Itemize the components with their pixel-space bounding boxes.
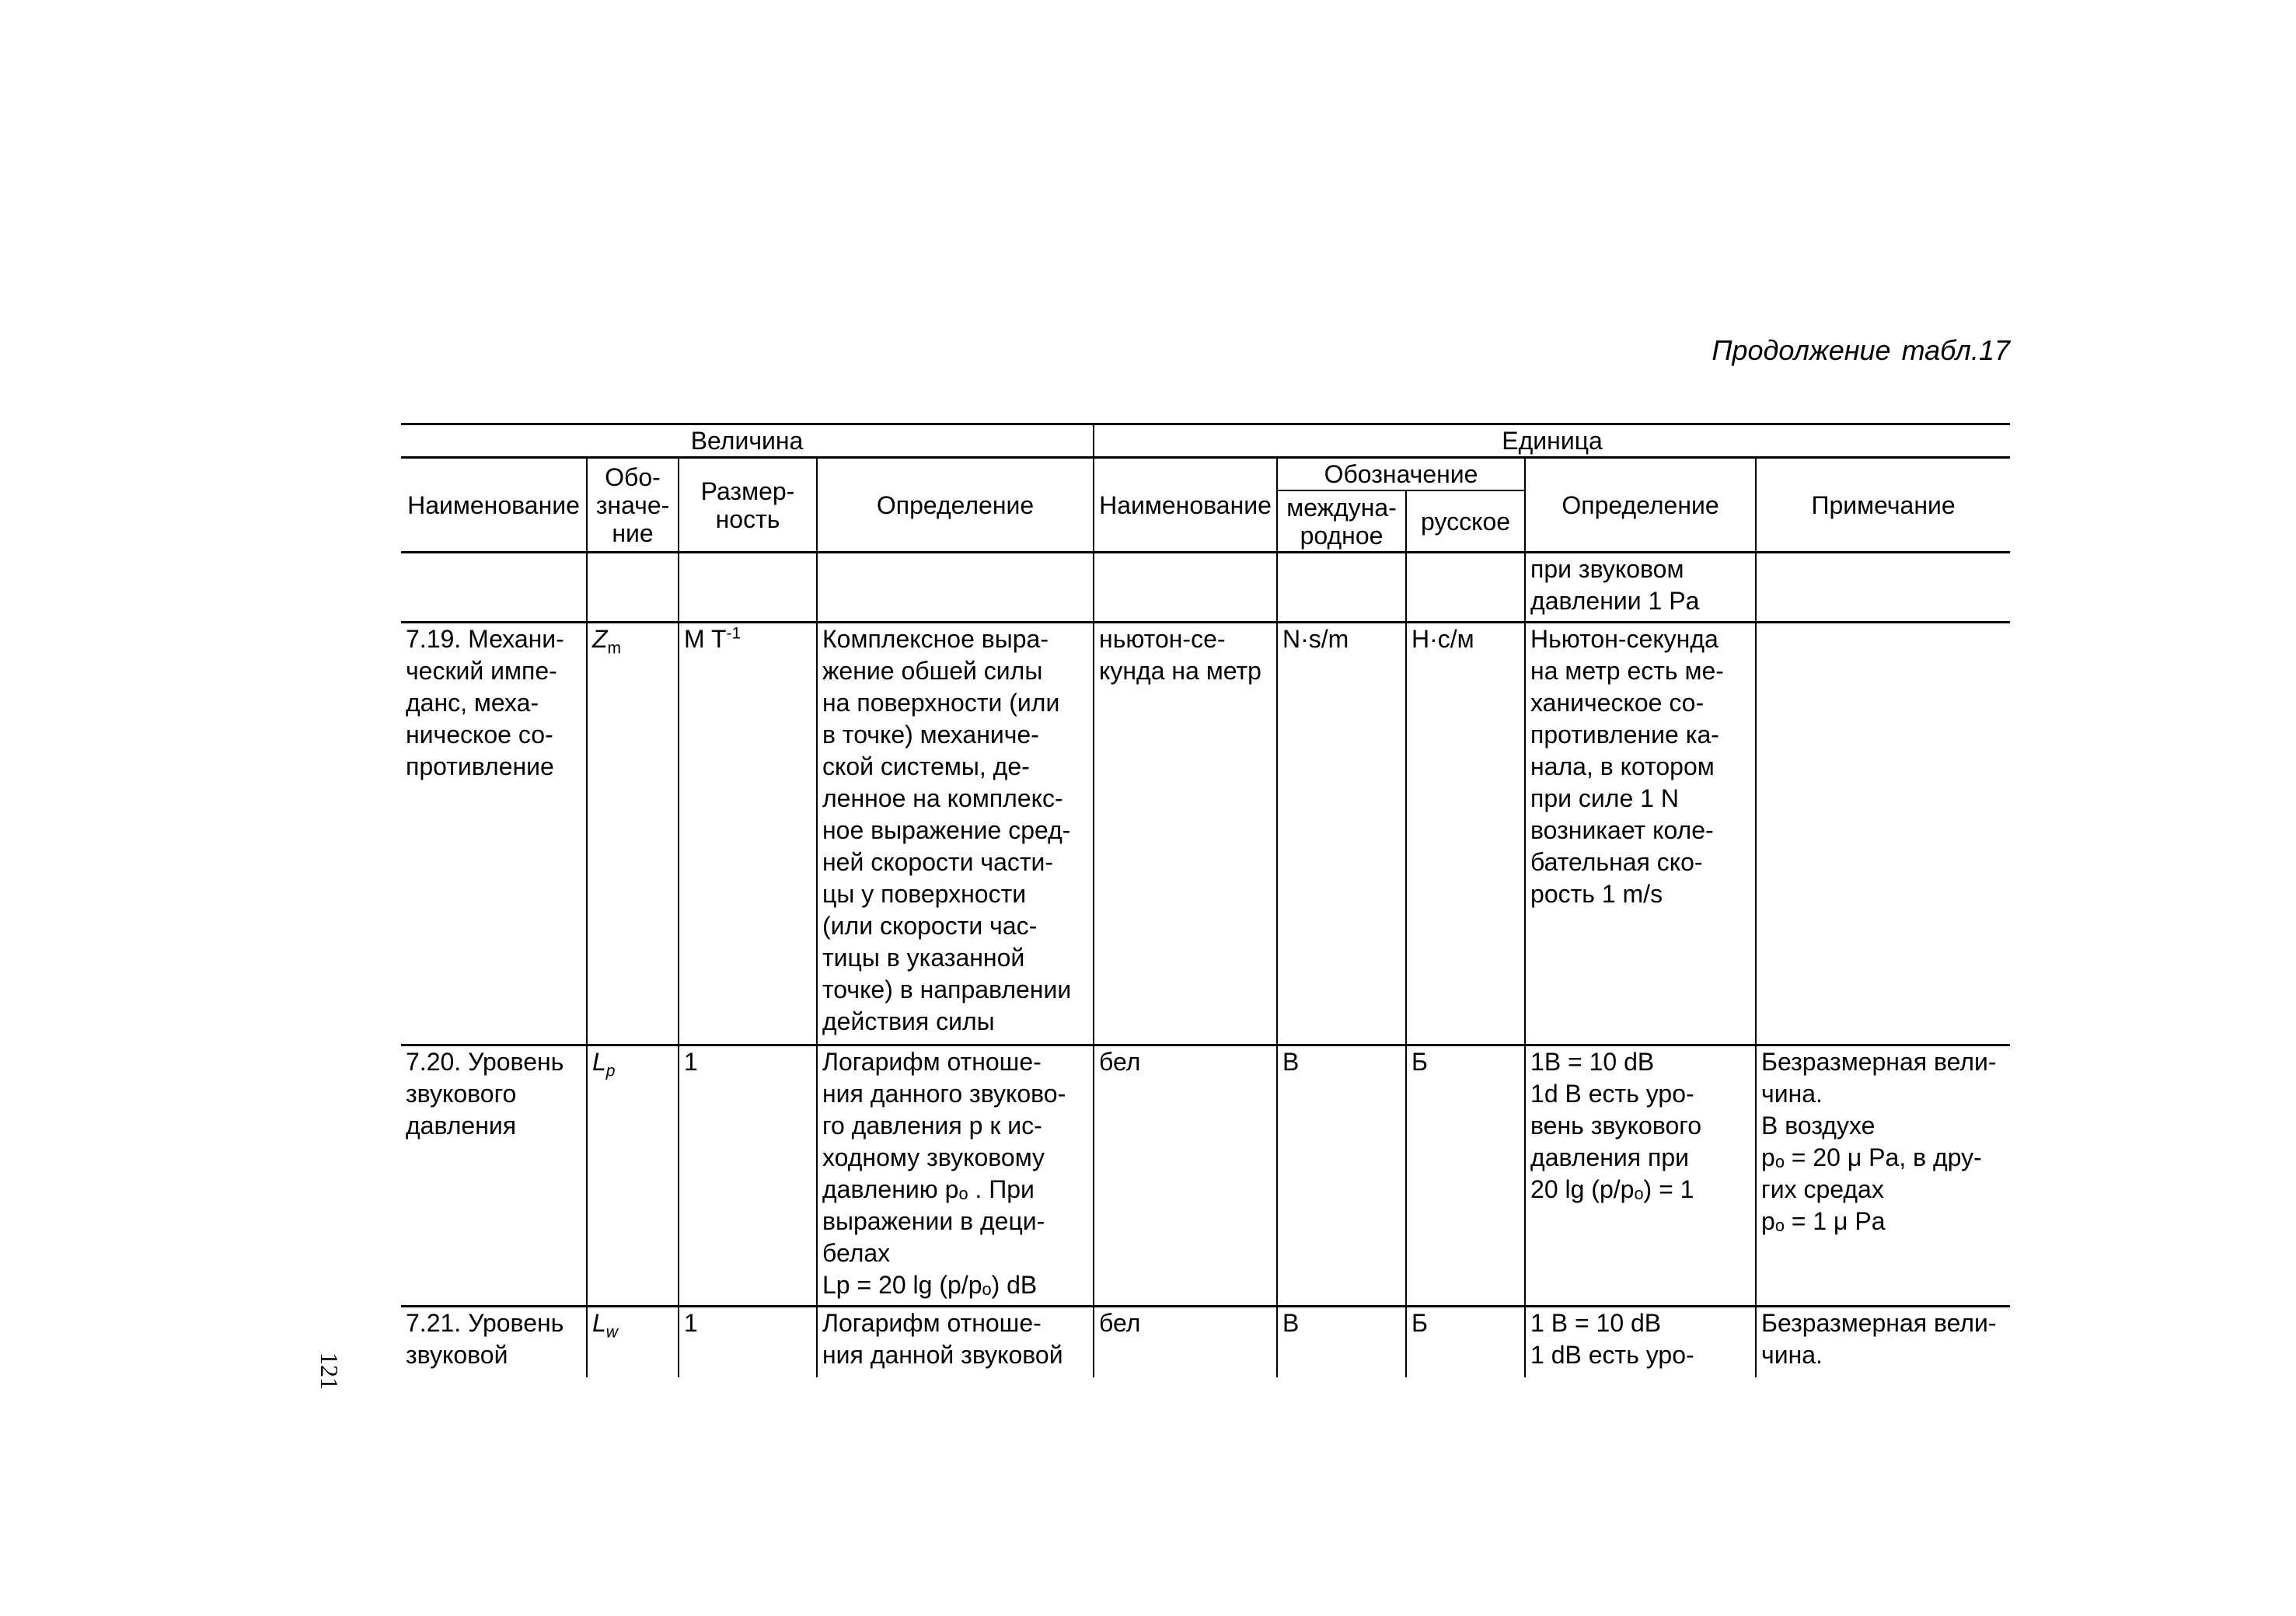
cell-unit-international: N·s/m — [1277, 623, 1406, 1045]
table-row — [401, 1045, 2010, 1307]
table-row — [401, 1307, 2010, 1378]
cell-unit-note: Безразмерная вели- чина. В воздухе pₒ = 20 μ Pa, в дру- гих средах pₒ = 1 μ Pa — [1756, 1045, 2010, 1307]
header-quantity-dimension: Размер- ность — [679, 458, 817, 553]
cell-quantity-symbol: $L_p$ — [587, 1045, 679, 1307]
cell-quantity-dimension: 1 — [679, 1045, 817, 1307]
header-quantity-name: Наименование — [401, 458, 587, 553]
cell-unit-international: B — [1277, 1045, 1406, 1307]
header-unit-note: Примечание — [1756, 458, 2010, 553]
cell-unit-definition-continued: при звуковом давлении 1 Pa — [1525, 553, 1756, 623]
header-quantity-definition: Определение — [817, 458, 1094, 553]
cell-unit-note: Безразмерная вели- чина. — [1756, 1307, 2010, 1378]
table-row — [401, 553, 2010, 623]
cell-empty — [401, 553, 587, 623]
cell-quantity-dimension: M $T^{-1}$ — [679, 623, 817, 1045]
header-unit-definition: Определение — [1525, 458, 1756, 553]
cell-unit-international: B — [1277, 1307, 1406, 1378]
cell-quantity-symbol: $L_w$ — [587, 1307, 679, 1378]
page-number: 121 — [316, 1352, 344, 1390]
cell-quantity-name: 7.19. Механи- ческий импе- данс, меха- ническое со- противление — [406, 625, 564, 780]
cell-quantity-symbol: $Z_m$ — [587, 623, 679, 1045]
cell-empty — [1277, 553, 1406, 623]
cell-unit-definition: Ньютон-секунда на метр есть ме- ханическое со- противление ка- нала, в котором при силе 1 N возникает коле- бательная ско- рость 1 m/s — [1525, 623, 1756, 1045]
header-unit-symbol: Обозначение — [1277, 458, 1525, 491]
cell-empty — [1406, 553, 1525, 623]
cell-unit-definition: 1 B = 10 dB 1 dB есть уро- — [1525, 1307, 1756, 1378]
cell-quantity-name: 7.20. Уровень звукового давления — [406, 1048, 564, 1140]
cell-quantity-definition: Логарифм отноше- ния данного звуково- го давления p к ис- ходному звуковому давлению pₒ . При выражении в деци- белах Lp = 20 lg (p/pₒ) dB — [817, 1045, 1094, 1307]
cell-unit-definition: 1B = 10 dB 1d B есть уро- вень звукового давления при 20 lg (p/pₒ) = 1 — [1525, 1045, 1756, 1307]
header-unit-name: Наименование — [1094, 458, 1277, 553]
table-continuation-caption: Продолжение табл.17 — [1712, 334, 2010, 366]
header-quantity-symbol: Обо- значе- ние — [587, 458, 679, 553]
cell-empty — [1756, 553, 2010, 623]
cell-unit-note — [1756, 623, 2010, 1045]
cell-empty — [587, 553, 679, 623]
table-row — [401, 623, 2010, 1045]
cell-unit-russian: Б — [1406, 1307, 1525, 1378]
cell-empty — [1094, 553, 1277, 623]
cell-quantity-name: 7.21. Уровень звуковой — [406, 1309, 564, 1369]
header-group-quantity: Величина — [401, 425, 1094, 458]
cell-unit-name: бел — [1094, 1307, 1277, 1378]
cell-unit-name: бел — [1094, 1045, 1277, 1307]
header-group-unit: Единица — [1094, 425, 2010, 458]
cell-empty — [817, 553, 1094, 623]
cell-quantity-definition: Комплексное выра- жение обшей силы на поверхности (или в точке) механиче- ской системы, де- ленное на комплекс- ное выражение сред- ней скорости части- цы у поверхности (или скорости час- тицы в указанной точке) в направлении действия силы — [817, 623, 1094, 1045]
cell-quantity-definition: Логарифм отноше- ния данной звуковой — [817, 1307, 1094, 1378]
cell-unit-russian: Н·с/м — [1406, 623, 1525, 1045]
cell-unit-russian: Б — [1406, 1045, 1525, 1307]
header-unit-symbol-russian: русское — [1406, 490, 1525, 553]
cell-empty — [679, 553, 817, 623]
cell-unit-name: ньютон-се- кунда на метр — [1094, 623, 1277, 1045]
quantities-table — [401, 423, 2010, 1377]
header-unit-symbol-international: междуна- родное — [1277, 490, 1406, 553]
cell-quantity-dimension: 1 — [679, 1307, 817, 1378]
